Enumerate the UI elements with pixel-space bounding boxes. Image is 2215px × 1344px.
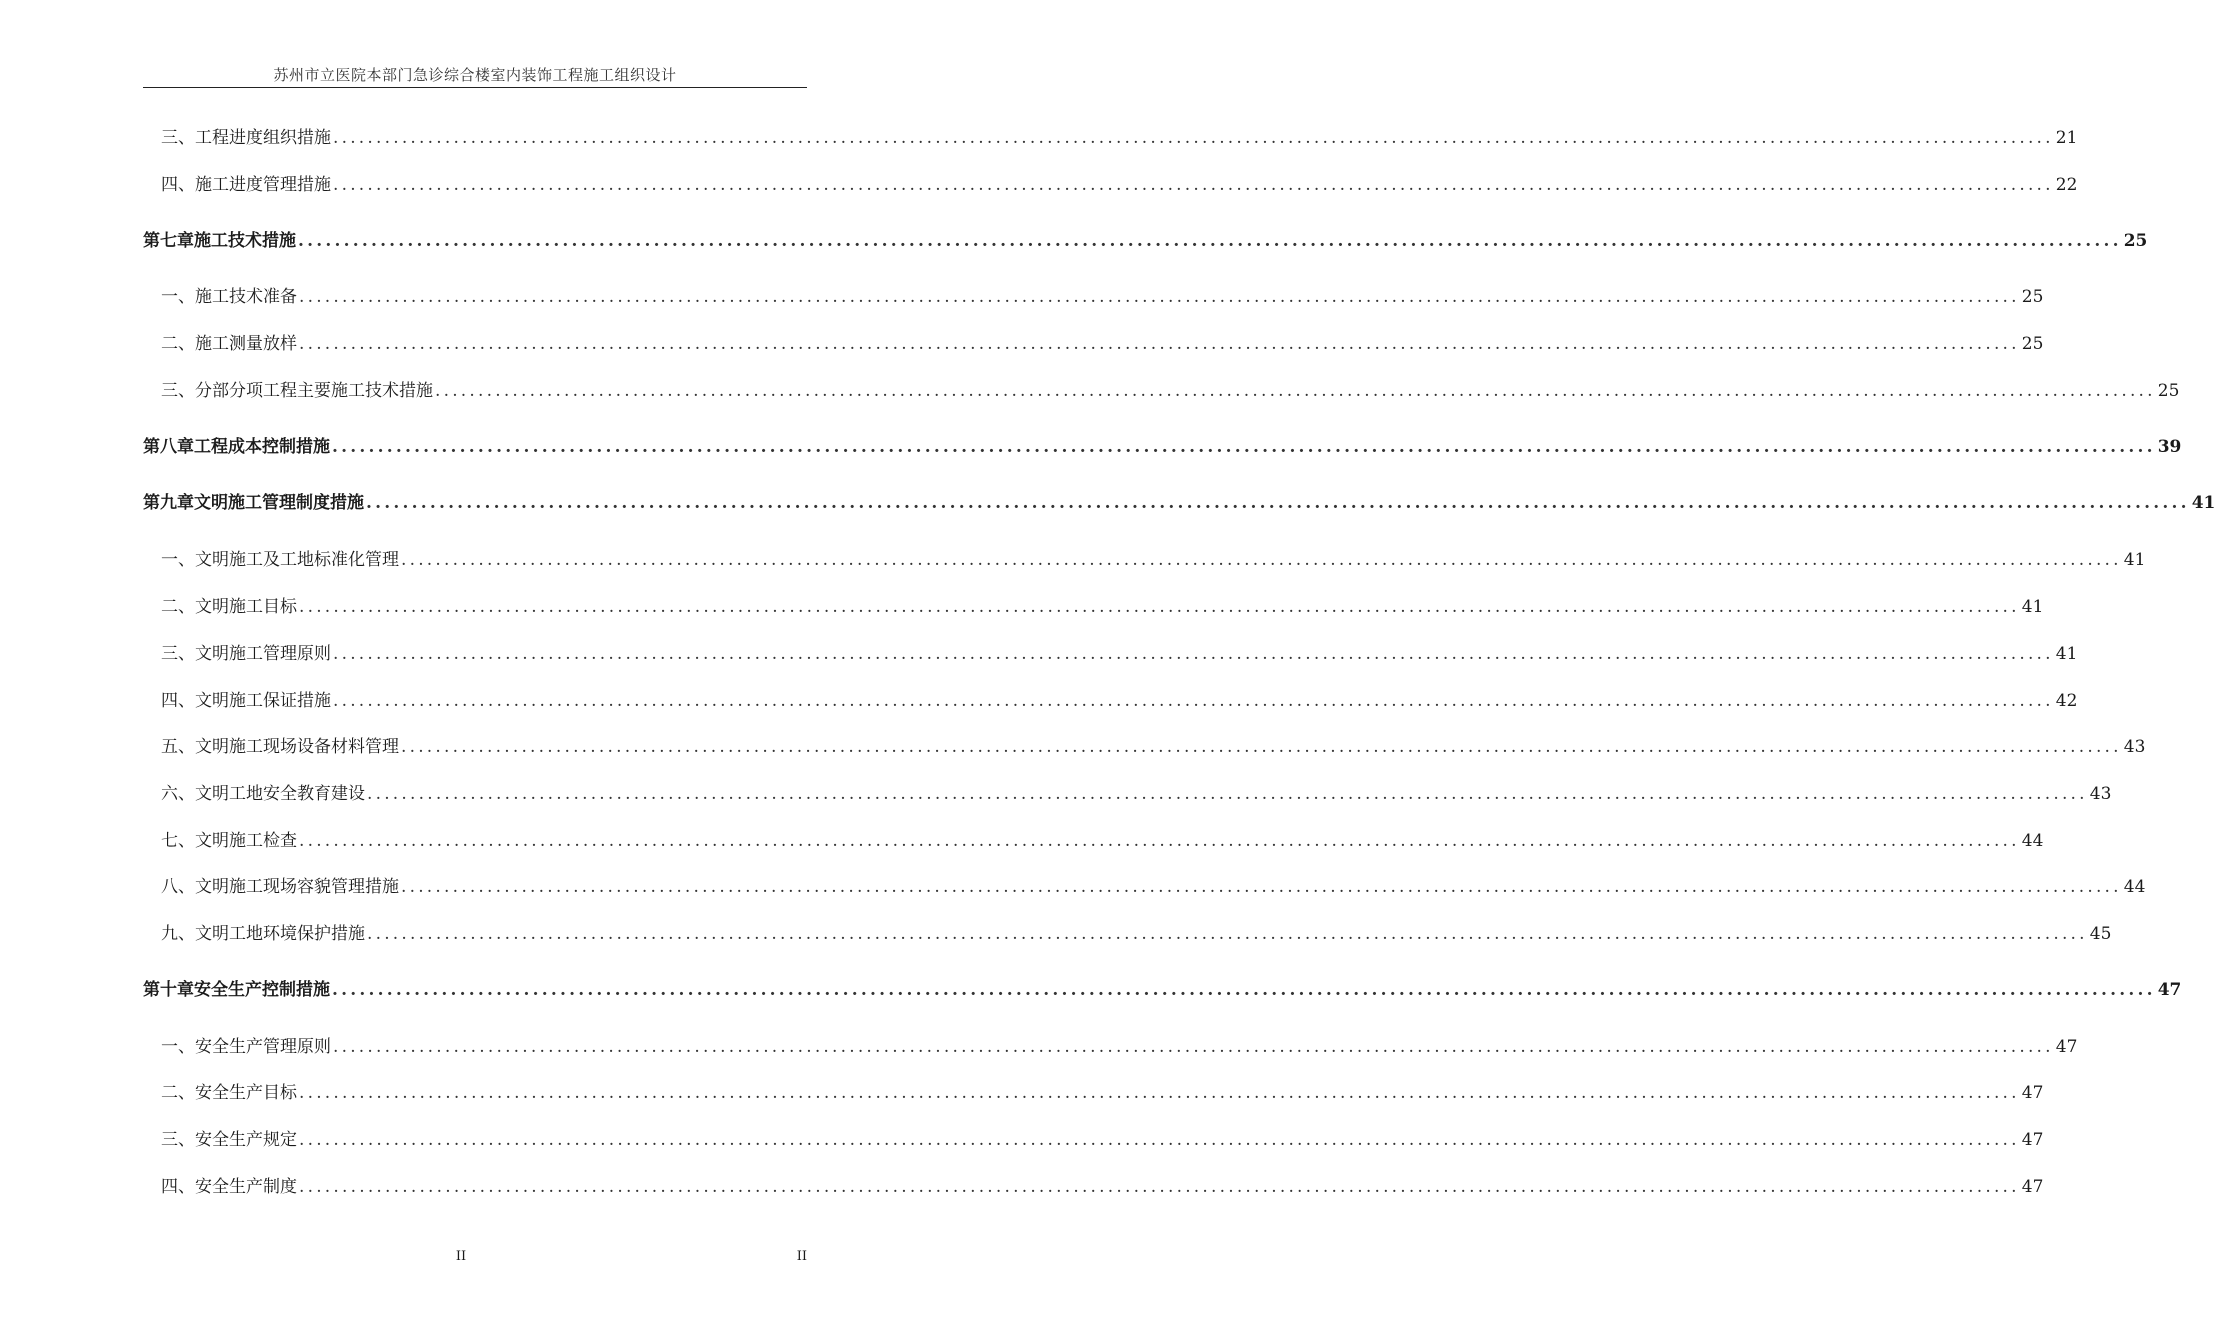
toc-section-entry[interactable] <box>143 1172 2044 1202</box>
toc-entry-page-number: 43 <box>2089 784 2112 804</box>
toc-chapter-entry[interactable] <box>143 488 2215 518</box>
toc-section-entry[interactable] <box>143 919 2112 949</box>
toc-entry-title: 工程进度组织措施 <box>195 128 331 148</box>
toc-dot-leader: ........................................................................................................................................................................................................ <box>333 691 2054 711</box>
toc-entry-number: 二、 <box>161 597 195 617</box>
header-rule <box>143 87 807 88</box>
toc-entry-page-number: 42 <box>2055 691 2078 711</box>
toc-entry-title: 安全生产制度 <box>195 1177 297 1197</box>
toc-entry-title: 文明施工保证措施 <box>195 691 331 711</box>
toc-dot-leader: ........................................................................................................................................................................................................ <box>333 1037 2054 1057</box>
toc-dot-leader: ........................................................................................................................................................................................................ <box>333 175 2054 195</box>
toc-entry-number: 八、 <box>161 877 195 897</box>
toc-dot-leader: ........................................................................................................................................................................................................ <box>298 231 2122 251</box>
toc-chapter-entry[interactable] <box>143 226 2148 256</box>
toc-section-entry[interactable] <box>143 1078 2044 1108</box>
toc-dot-leader: ........................................................................................................................................................................................................ <box>299 334 2020 354</box>
toc-entry-number: 第十章 <box>143 980 194 1000</box>
toc-dot-leader: ........................................................................................................................................................................................................ <box>367 784 2088 804</box>
toc-entry-title: 施工测量放样 <box>195 334 297 354</box>
toc-entry-title: 安全生产控制措施 <box>194 980 330 1000</box>
toc-entry-number: 四、 <box>161 691 195 711</box>
toc-entry-page-number: 22 <box>2055 175 2078 195</box>
toc-entry-page-number: 43 <box>2123 737 2146 757</box>
toc-entry-page-number: 25 <box>2157 381 2180 401</box>
footer-page-number-right: II <box>796 1249 807 1264</box>
toc-entry-number: 一、 <box>161 550 195 570</box>
toc-entry-title: 文明施工管理制度措施 <box>194 493 364 513</box>
toc-entry-number: 一、 <box>161 1037 195 1057</box>
toc-dot-leader: ........................................................................................................................................................................................................ <box>401 737 2122 757</box>
toc-section-entry[interactable] <box>143 639 2078 669</box>
toc-entry-page-number: 25 <box>2021 334 2044 354</box>
toc-section-entry[interactable] <box>143 826 2044 856</box>
toc-entry-page-number: 41 <box>2021 597 2044 617</box>
toc-entry-number: 三、 <box>161 128 195 148</box>
toc-dot-leader: ........................................................................................................................................................................................................ <box>435 381 2156 401</box>
toc-entry-number: 第九章 <box>143 493 194 513</box>
toc-entry-number: 二、 <box>161 1083 195 1103</box>
toc-section-entry[interactable] <box>143 779 2112 809</box>
toc-entry-page-number: 41 <box>2123 550 2146 570</box>
toc-entry-number: 三、 <box>161 644 195 664</box>
toc-entry-title: 文明施工目标 <box>195 597 297 617</box>
toc-chapter-entry[interactable] <box>143 975 2182 1005</box>
toc-dot-leader: ........................................................................................................................................................................................................ <box>401 550 2122 570</box>
toc-dot-leader: ........................................................................................................................................................................................................ <box>299 831 2020 851</box>
toc-entry-page-number: 47 <box>2021 1083 2044 1103</box>
toc-entry-title: 安全生产目标 <box>195 1083 297 1103</box>
toc-entry-number: 四、 <box>161 1177 195 1197</box>
toc-entry-title: 文明工地安全教育建设 <box>195 784 365 804</box>
toc-section-entry[interactable] <box>143 329 2044 359</box>
toc-entry-title: 文明工地环境保护措施 <box>195 924 365 944</box>
toc-entry-title: 安全生产管理原则 <box>195 1037 331 1057</box>
toc-section-entry[interactable] <box>143 282 2044 312</box>
toc-entry-page-number: 47 <box>2157 980 2182 1000</box>
toc-entry-page-number: 41 <box>2191 493 2215 513</box>
toc-entry-page-number: 47 <box>2055 1037 2078 1057</box>
toc-dot-leader: ........................................................................................................................................................................................................ <box>333 128 2054 148</box>
toc-dot-leader: ........................................................................................................................................................................................................ <box>299 1083 2020 1103</box>
toc-entry-page-number: 25 <box>2123 231 2148 251</box>
toc-entry-number: 五、 <box>161 737 195 757</box>
toc-entry-number: 四、 <box>161 175 195 195</box>
toc-entry-number: 九、 <box>161 924 195 944</box>
toc-section-entry[interactable] <box>143 592 2044 622</box>
toc-entry-number: 六、 <box>161 784 195 804</box>
toc-dot-leader: ........................................................................................................................................................................................................ <box>299 597 2020 617</box>
toc-dot-leader: ........................................................................................................................................................................................................ <box>332 437 2156 457</box>
toc-entry-title: 安全生产规定 <box>195 1130 297 1150</box>
toc-section-entry[interactable] <box>143 686 2078 716</box>
toc-section-entry[interactable] <box>143 872 2146 902</box>
toc-entry-title: 文明施工管理原则 <box>195 644 331 664</box>
toc-entry-title: 施工技术准备 <box>195 287 297 307</box>
toc-chapter-entry[interactable] <box>143 432 2182 462</box>
toc-dot-leader: ........................................................................................................................................................................................................ <box>299 287 2020 307</box>
toc-entry-title: 文明施工现场设备材料管理 <box>195 737 399 757</box>
toc-entry-title: 文明施工现场容貌管理措施 <box>195 877 399 897</box>
toc-dot-leader: ........................................................................................................................................................................................................ <box>333 644 2054 664</box>
toc-entry-number: 第八章 <box>143 437 194 457</box>
toc-section-entry[interactable] <box>143 732 2146 762</box>
toc-entry-page-number: 39 <box>2157 437 2182 457</box>
toc-entry-number: 一、 <box>161 287 195 307</box>
toc-section-entry[interactable] <box>143 545 2146 575</box>
toc-dot-leader: ........................................................................................................................................................................................................ <box>299 1130 2020 1150</box>
toc-dot-leader: ........................................................................................................................................................................................................ <box>299 1177 2020 1197</box>
toc-dot-leader: ........................................................................................................................................................................................................ <box>401 877 2122 897</box>
toc-entry-page-number: 47 <box>2021 1177 2044 1197</box>
running-header: 苏州市立医院本部门急诊综合楼室内装饰工程施工组织设计 <box>273 66 677 84</box>
toc-entry-title: 施工技术措施 <box>194 231 296 251</box>
toc-entry-title: 文明施工检查 <box>195 831 297 851</box>
toc-section-entry[interactable] <box>143 170 2078 200</box>
toc-dot-leader: ........................................................................................................................................................................................................ <box>332 980 2156 1000</box>
toc-entry-number: 第七章 <box>143 231 194 251</box>
toc-entry-page-number: 41 <box>2055 644 2078 664</box>
toc-section-entry[interactable] <box>143 1125 2044 1155</box>
toc-entry-page-number: 44 <box>2123 877 2146 897</box>
toc-entry-page-number: 21 <box>2055 128 2078 148</box>
toc-entry-number: 七、 <box>161 831 195 851</box>
toc-entry-page-number: 45 <box>2089 924 2112 944</box>
toc-entry-page-number: 47 <box>2021 1130 2044 1150</box>
footer-page-number-center: II <box>455 1249 467 1264</box>
toc-entry-title: 工程成本控制措施 <box>194 437 330 457</box>
toc-entry-title: 文明施工及工地标准化管理 <box>195 550 399 570</box>
toc-dot-leader: ........................................................................................................................................................................................................ <box>367 924 2088 944</box>
toc-entry-page-number: 25 <box>2021 287 2044 307</box>
toc-section-entry[interactable] <box>143 1032 2078 1062</box>
toc-entry-page-number: 44 <box>2021 831 2044 851</box>
toc-entry-title: 施工进度管理措施 <box>195 175 331 195</box>
toc-dot-leader: ........................................................................................................................................................................................................ <box>366 493 2190 513</box>
toc-entry-number: 二、 <box>161 334 195 354</box>
toc-entry-number: 三、 <box>161 1130 195 1150</box>
toc-entry-number: 三、 <box>161 381 195 401</box>
toc-section-entry[interactable] <box>143 123 2078 153</box>
toc-section-entry[interactable] <box>143 376 2180 406</box>
toc-entry-title: 分部分项工程主要施工技术措施 <box>195 381 433 401</box>
